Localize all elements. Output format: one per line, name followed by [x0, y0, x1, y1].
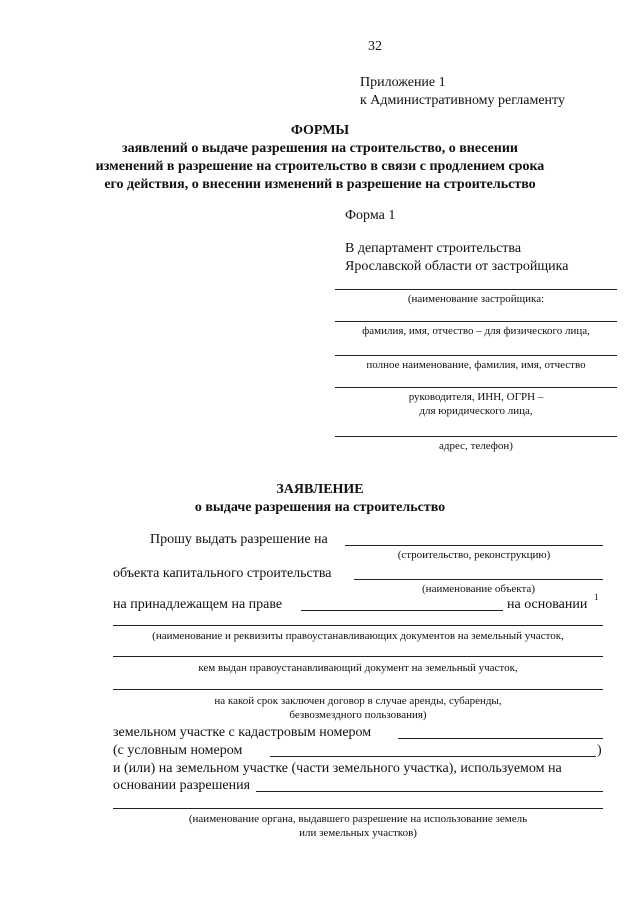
organ-hint-2: или земельных участков) [299, 827, 417, 839]
permission-field[interactable] [256, 791, 603, 792]
organ-field[interactable] [113, 808, 603, 809]
term-field[interactable] [113, 689, 603, 690]
addressee-line-2: Ярославской области от застройщика [345, 259, 569, 274]
docs-field[interactable] [113, 625, 603, 626]
applicant-line-1[interactable] [335, 289, 617, 290]
basis-text: на основании [507, 597, 588, 612]
term-hint-1: на какой срок заключен договор в случае аренды, субаренды, [214, 695, 502, 707]
page-number: 32 [368, 39, 382, 54]
footnote-mark: 1 [594, 592, 599, 602]
request-text: Прошу выдать разрешение на [150, 532, 328, 547]
statement-subtitle: о выдаче разрешения на строительство [194, 500, 446, 515]
conditional-field[interactable] [270, 756, 596, 757]
applicant-hint-5: адрес, телефон) [439, 440, 513, 452]
cadastral-text: земельном участке с кадастровым номером [113, 725, 372, 740]
applicant-line-2[interactable] [335, 321, 617, 322]
forms-heading-line-2: изменений в разрешение на строительство в связи с продлением срока [95, 159, 545, 174]
permission-text: основании разрешения [113, 778, 251, 793]
term-hint-2: безвозмездного пользования) [289, 709, 427, 721]
applicant-hint-4a: руководителя, ИНН, ОГРН – [408, 391, 544, 403]
right-field[interactable] [301, 610, 503, 611]
land-use-text: и (или) на земельном участке (части земельного участка), используемом на [113, 761, 562, 776]
object-hint: (наименование объекта) [422, 583, 535, 595]
appendix-line-2: к Административному регламенту [360, 93, 565, 108]
conditional-text: (с условным номером [113, 743, 243, 758]
forms-heading-line-1: заявлений о выдаче разрешения на строительство, о внесении [121, 141, 518, 156]
applicant-hint-3: полное наименование, фамилия, имя, отчество [366, 359, 586, 371]
applicant-line-4[interactable] [335, 387, 617, 388]
request-hint: (строительство, реконструкцию) [397, 549, 551, 561]
docs-hint: (наименование и реквизиты правоустанавливающих документов на земельный участок, [152, 630, 564, 642]
applicant-hint-2: фамилия, имя, отчество – для физического лица, [362, 325, 590, 337]
applicant-line-5[interactable] [335, 436, 617, 437]
object-field[interactable] [354, 579, 603, 580]
forms-heading-line-3: его действия, о внесении изменений в разрешение на строительство [104, 177, 536, 192]
conditional-close: ) [597, 743, 602, 758]
applicant-line-3[interactable] [335, 355, 617, 356]
applicant-hint-1: (наименование застройщика: [407, 293, 545, 305]
forms-title: ФОРМЫ [290, 123, 350, 138]
addressee-line-1: В департамент строительства [345, 241, 522, 256]
request-field[interactable] [345, 545, 603, 546]
statement-title: ЗАЯВЛЕНИЕ [276, 482, 364, 497]
form-label: Форма 1 [345, 208, 396, 223]
issuer-hint: кем выдан правоустанавливающий документ на земельный участок, [198, 662, 518, 674]
object-text: объекта капитального строительства [113, 566, 332, 581]
issuer-field[interactable] [113, 656, 603, 657]
appendix-line-1: Приложение 1 [360, 75, 446, 90]
right-text: на принадлежащем на праве [113, 597, 283, 612]
organ-hint-1: (наименование органа, выдавшего разрешение на использование земель [188, 813, 528, 825]
cadastral-field[interactable] [398, 738, 603, 739]
applicant-hint-4b: для юридического лица, [419, 405, 533, 417]
